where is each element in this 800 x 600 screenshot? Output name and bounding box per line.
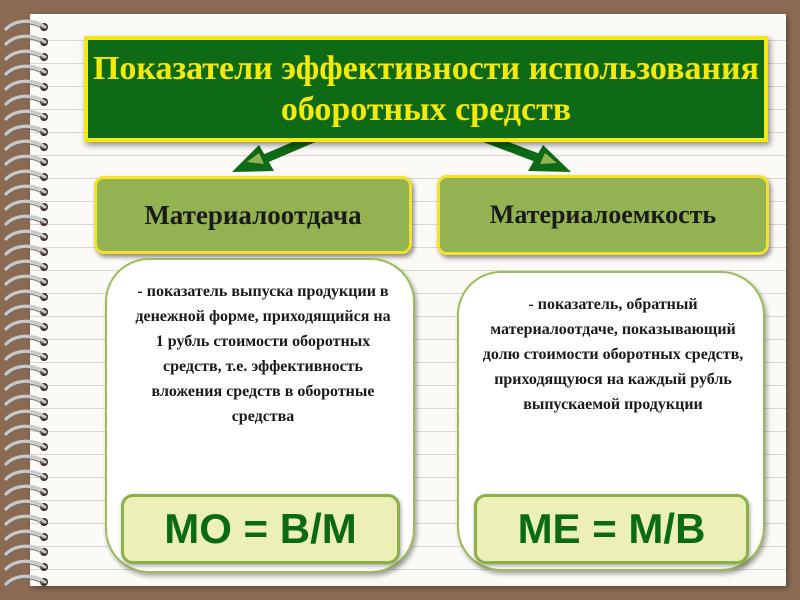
- heading-materialootdacha: Материалоотдача: [94, 176, 412, 254]
- formula-mo: МО = В/М: [121, 494, 400, 564]
- heading-materialoemkost: Материалоемкость: [437, 175, 769, 255]
- definition-text-left: - показатель выпуска продукции в денежной форме, приходящийся на 1 рубль стоимости оборотных средств, т.е. эффективность вложения средств в оборотные средства: [135, 283, 391, 425]
- formula-me: МЕ = М/В: [474, 494, 749, 564]
- spiral-binding: [0, 14, 60, 586]
- slide-title: Показатели эффективности использования оборотных средств: [84, 36, 768, 142]
- definition-text-right: - показатель, обратный материалоотдаче, показывающий долю стоимости оборотных средств, приходящуюся на каждый рубль выпускаемой продукции: [482, 296, 744, 413]
